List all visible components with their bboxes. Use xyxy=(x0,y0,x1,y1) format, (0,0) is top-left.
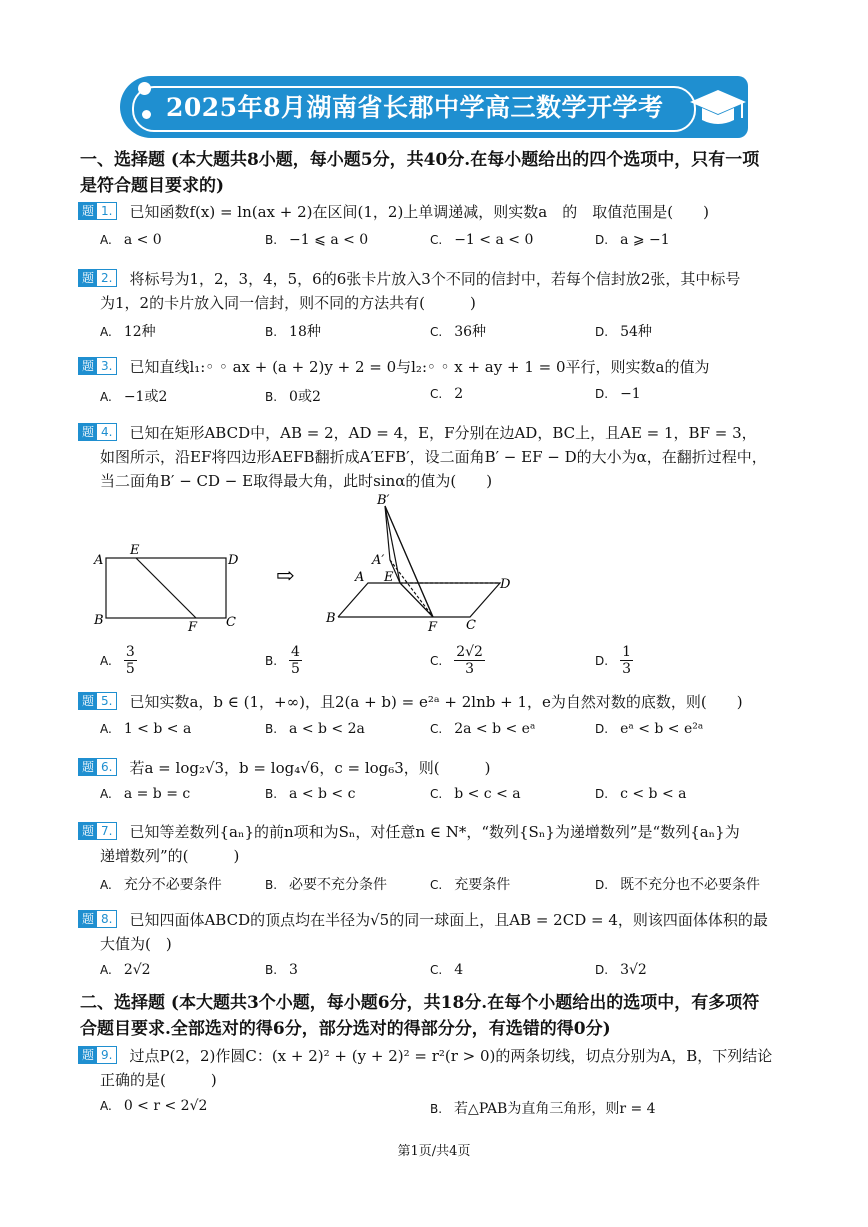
option-d[interactable]: −1 xyxy=(620,386,641,402)
option-d[interactable]: 54种 xyxy=(620,324,652,340)
option-c[interactable]: 2 xyxy=(454,386,464,402)
question-7: 题 7. 已知等差数列{aₙ}的前n项和为Sₙ，对任意n ∈ N*，“数列{Sₙ}为递增数列”是“数列{aₙ}为 递增数列”的( ) xyxy=(78,820,798,868)
question-5: 题 5. 已知实数a，b ∈ (1，+∞)，且2(a + b) = e²ᵃ + 2lnb + 1，e为自然对数的底数，则( ) xyxy=(78,690,798,714)
option-b[interactable]: a < b < c xyxy=(289,786,356,802)
question-number-badge: 题 9. xyxy=(78,1046,117,1064)
question-6: 题 6. 若a = log₂√3，b = log₄√6，c = log₆3，则( ) xyxy=(78,756,798,780)
question-number-badge: 题 1. xyxy=(78,202,117,220)
question-3: 题 3. 已知直线l₁:◦ ◦ ax + (a + 2)y + 2 = 0与l₂:◦ ◦ x + ay + 1 = 0平行，则实数a的值为 xyxy=(78,355,798,379)
option-d[interactable]: a ⩾ −1 xyxy=(620,232,670,248)
option-d[interactable]: eᵃ < b < e²ᵃ xyxy=(620,721,704,737)
option-a[interactable]: 2√2 xyxy=(123,962,151,978)
option-a[interactable]: $\frac{3}{5}$ xyxy=(125,644,135,677)
label-b2: B xyxy=(326,611,336,626)
label-f: F xyxy=(188,620,198,635)
option-c[interactable]: 4 xyxy=(454,962,464,978)
option-a[interactable]: a < 0 xyxy=(123,232,162,248)
options-row: A. a < 0 B. −1 ⩽ a < 0 C. −1 < a < 0 D. a ⩾ −1 xyxy=(100,232,670,248)
option-b[interactable]: −1 ⩽ a < 0 xyxy=(289,232,369,248)
segment-ef xyxy=(136,558,196,618)
option-c[interactable]: 充要条件 xyxy=(454,877,511,893)
question-4: 题 4. 已知在矩形ABCD中，AB = 2，AD = 4，E，F分别在边AD，BC上，且AE = 1，BF = 3， 如图所示，沿EF将四边形AEFB翻折成A′EFB′，设二面角B′ − EF − D的大小为α，在翻折过程中， 当二面角B′ − CD − E取得最大角，此时sinα的值为( ) xyxy=(78,421,798,493)
label-c2: C xyxy=(466,618,476,633)
option-a[interactable]: 1 < b < a xyxy=(123,721,192,737)
label-a-prime: A′ xyxy=(372,553,385,568)
geometry-figure xyxy=(80,490,540,635)
label-d2: D xyxy=(500,577,511,592)
option-d[interactable]: 3√2 xyxy=(620,962,647,978)
section-heading: 二、选择题 (本大题共3个小题，每小题6分，共18分.在每个小题给出的选项中，有多项符 合题目要求.全部选对的得6分，部分选对的得部分分，有选错的得0分) xyxy=(80,993,760,1039)
option-b[interactable]: 18种 xyxy=(289,324,321,340)
page-title: 2025年8月湖南省长郡中学高三数学开学考 xyxy=(166,93,664,122)
page-footer: 第1页/共4页 xyxy=(397,1144,471,1159)
label-b-prime: B′ xyxy=(377,493,390,508)
options-row: A. 2√2 B. 3 C. 4 D. 3√2 xyxy=(100,962,647,978)
label-d: D xyxy=(228,553,239,568)
option-d[interactable]: c < b < a xyxy=(620,786,687,802)
label-a2: A xyxy=(355,570,365,585)
option-c[interactable]: −1 < a < 0 xyxy=(454,232,534,248)
question-number-badge: 题 5. xyxy=(78,692,117,710)
question-number-badge: 题 6. xyxy=(78,758,117,776)
options-row: A. 1 < b < a B. a < b < 2a C. 2a < b < eᵃ D. eᵃ < b < e²ᵃ xyxy=(100,721,704,737)
option-a[interactable]: 0 < r < 2√2 xyxy=(123,1098,208,1114)
option-b[interactable]: 0或2 xyxy=(289,389,321,405)
option-c[interactable]: $\frac{2√2}{3}$ xyxy=(456,644,483,677)
question-number-badge: 题 4. xyxy=(78,423,117,441)
option-b[interactable]: a < b < 2a xyxy=(289,721,365,737)
option-c[interactable]: b < c < a xyxy=(454,786,521,802)
label-b: B xyxy=(94,613,104,628)
label-e: E xyxy=(130,543,140,558)
question-9: 题 9. 过点P(2，2)作圆C：(x + 2)² + (y + 2)² = r²(r > 0)的两条切线，切点分别为A，B，下列结论 正确的是( ) xyxy=(78,1044,798,1092)
label-f2: F xyxy=(428,620,438,635)
base-quad xyxy=(338,583,500,617)
option-a[interactable]: −1或2 xyxy=(123,389,168,405)
question-number-badge: 题 7. xyxy=(78,822,117,840)
banner-dot-icon xyxy=(138,82,151,95)
section-heading: 一、选择题 (本大题共8小题，每小题5分，共40分.在每小题给出的四个选项中，只有一项 是符合题目要求的) xyxy=(80,150,760,196)
label-e2: E xyxy=(384,570,394,585)
question-number-badge: 题 3. xyxy=(78,357,117,375)
question-number-badge: 题 8. xyxy=(78,910,117,928)
question-number-badge: 题 2. xyxy=(78,269,117,287)
option-c[interactable]: 36种 xyxy=(454,324,487,340)
option-d[interactable]: $\frac{1}{3}$ xyxy=(622,644,631,677)
question-2: 题 2. 将标号为1，2，3，4，5，6的6张卡片放入3个不同的信封中，若每个信封放2张，其中标号 为1，2的卡片放入同一信封，则不同的方法共有( ) xyxy=(78,267,798,315)
question-8: 题 8. 已知四面体ABCD的顶点均在半径为√5的同一球面上，且AB = 2CD = 4，则该四面体体积的最 大值为( ) xyxy=(78,908,798,956)
options-row: A. $\frac{3}{5}$ B. $\frac{4}{5}$ C. $\frac{2√2}{3}$ D. $\frac{1}{3}$ xyxy=(100,644,631,677)
option-b[interactable]: $\frac{4}{5}$ xyxy=(291,644,300,677)
options-row: A. a = b = c B. a < b < c C. b < c < a D. c < b < a xyxy=(100,786,687,802)
graduation-cap-icon xyxy=(688,82,748,132)
option-d[interactable]: 既不充分也不必要条件 xyxy=(620,877,761,893)
option-b[interactable]: 必要不充分条件 xyxy=(289,877,388,893)
option-b[interactable]: 3 xyxy=(289,962,298,978)
label-a: A xyxy=(94,553,104,568)
option-a[interactable]: 12种 xyxy=(123,324,156,340)
label-c: C xyxy=(226,615,236,630)
title-banner xyxy=(120,76,748,138)
banner-dot-icon xyxy=(142,110,151,119)
option-a[interactable]: a = b = c xyxy=(123,786,191,802)
options-row: A. −1或2 B. 0或2 C. 2 D. −1 xyxy=(100,386,641,405)
arrow-icon: ⇨ xyxy=(276,564,295,589)
option-c[interactable]: 2a < b < eᵃ xyxy=(454,721,536,737)
option-a[interactable]: 充分不必要条件 xyxy=(123,877,222,893)
option-b[interactable]: 若△PAB为直角三角形，则r = 4 xyxy=(454,1101,656,1117)
options-row: A. 12种 B. 18种 C. 36种 D. 54种 xyxy=(100,324,652,340)
question-1: 题 1. 已知函数f(x) = ln(ax + 2)在区间(1，2)上单调递减，则实数a 的 取值范围是( ) xyxy=(78,200,798,224)
options-row: A. 0 < r < 2√2 B. 若△PAB为直角三角形，则r = 4 xyxy=(100,1098,656,1117)
options-row: A. 充分不必要条件 B. 必要不充分条件 C. 充要条件 D. 既不充分也不必要条件 xyxy=(100,877,761,893)
